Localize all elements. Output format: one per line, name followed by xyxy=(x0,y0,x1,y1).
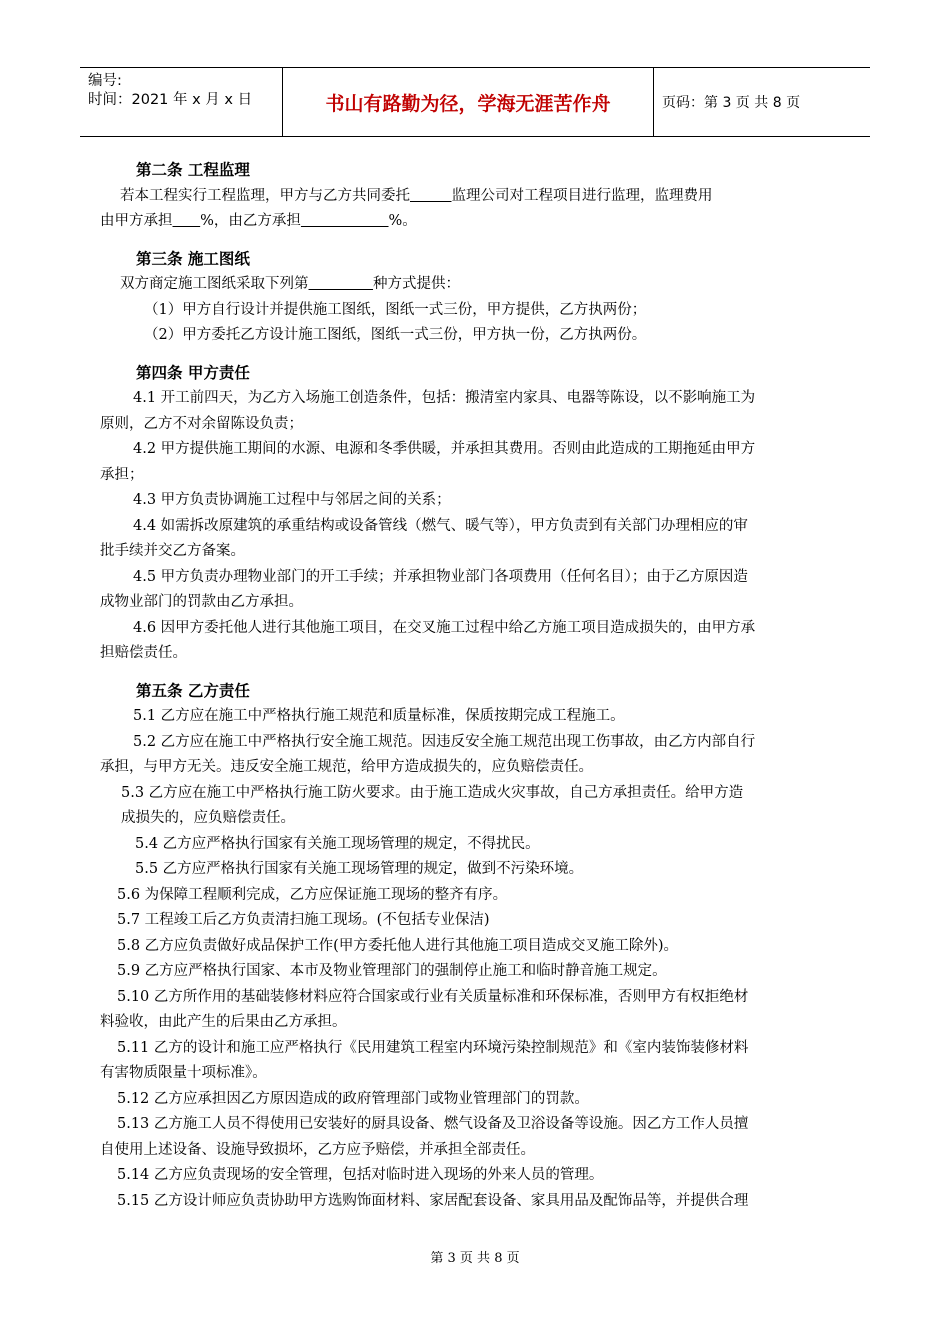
clause: 5.1 乙方应在施工中严格执行施工规范和质量标准，保质按期完成工程施工。 xyxy=(133,708,625,724)
clause: 5.7 工程竣工后乙方负责清扫施工现场。(不包括专业保洁) xyxy=(117,912,490,928)
clause: 4.3 甲方负责协调施工过程中与邻居之间的关系； xyxy=(133,492,451,508)
text: 种方式提供： xyxy=(373,276,461,292)
clause: 5.12 乙方应承担因乙方原因造成的政府管理部门或物业管理部门的罚款。 xyxy=(117,1090,589,1107)
clause: 5.13 乙方施工人员不得使用已安装好的厨具设备、燃气设备及卫浴设备等设施。因乙方工作人员擅 xyxy=(117,1116,749,1132)
header-page-label: 页码：第 3 页 共 8 页 xyxy=(662,95,801,111)
clause-continued: 批手续并交乙方备案。 xyxy=(100,543,245,559)
list-item: （2）甲方委托乙方设计施工图纸，图纸一式三份，甲方执一份，乙方执两份。 xyxy=(144,327,647,343)
clause-continued: 原则，乙方不对余留陈设负责； xyxy=(100,415,303,432)
blank-field xyxy=(309,276,374,292)
document-header xyxy=(80,67,870,137)
clause: 5.9 乙方应严格执行国家、本市及物业管理部门的强制停止施工和临时静音施工规定。 xyxy=(117,963,667,979)
clause: 5.4 乙方应严格执行国家有关施工现场管理的规定，不得扰民。 xyxy=(135,835,540,852)
clause-continued: 自使用上述设备、设施导致损坏，乙方应予赔偿，并承担全部责任。 xyxy=(100,1141,535,1158)
section-title-supervision: 第二条 工程监理 xyxy=(136,161,250,179)
header-motto: 书山有路勤为径，学海无涯苦作舟 xyxy=(283,68,654,136)
text: %。 xyxy=(388,213,417,229)
text: %，由乙方承担 xyxy=(200,213,301,229)
text: 监理公司对工程项目进行监理，监理费用 xyxy=(451,187,713,204)
clause: 5.15 乙方设计师应负责协助甲方选购饰面材料、家居配套设备、家具用品及配饰品等，并提供合理 xyxy=(117,1192,749,1209)
paragraph xyxy=(100,184,852,210)
clause: 5.3 乙方应在施工中严格执行施工防火要求。由于施工造成火灾事故，自己方承担责任。给甲方造 xyxy=(121,784,744,801)
text: 若本工程实行工程监理，甲方与乙方共同委托 xyxy=(120,187,410,204)
document-body xyxy=(100,158,852,1214)
clause: 4.4 如需拆改原建筑的承重结构或设备管线（燃气、暖气等），甲方负责到有关部门办理相应的审 xyxy=(133,517,748,534)
clause: 5.5 乙方应严格执行国家有关施工现场管理的规定，做到不污染环境。 xyxy=(135,861,584,877)
text: 双方商定施工图纸采取下列第 xyxy=(120,276,309,292)
list-item: （1）甲方自行设计并提供施工图纸，图纸一式三份，甲方提供，乙方执两份； xyxy=(144,301,647,318)
blank-field xyxy=(301,213,389,229)
clause-continued: 成物业部门的罚款由乙方承担。 xyxy=(100,594,303,610)
header-left-cell xyxy=(80,68,283,136)
clause: 4.6 因甲方委托他人进行其他施工项目，在交叉施工过程中给乙方施工项目造成损失的，由甲方承 xyxy=(133,619,756,636)
serial-number-label: 编号: xyxy=(88,73,122,89)
section-title-party-b: 第五条 乙方责任 xyxy=(136,681,250,700)
date-label: 时间：2021 年 x 月 x 日 xyxy=(88,92,253,108)
page-footer: 第 3 页 共 8 页 xyxy=(430,1251,520,1266)
clause-continued: 成损失的，应负赔偿责任。 xyxy=(121,810,295,826)
blank-field xyxy=(410,188,451,204)
clause-continued: 有害物质限量十项标准》。 xyxy=(100,1065,267,1081)
clause: 5.6 为保障工程顺利完成，乙方应保证施工现场的整齐有序。 xyxy=(117,886,508,903)
section-title-party-a: 第四条 甲方责任 xyxy=(136,363,250,382)
clause: 5.8 乙方应负责做好成品保护工作(甲方委托他人进行其他施工项目造成交叉施工除外)。 xyxy=(117,937,678,954)
section-title-drawings: 第三条 施工图纸 xyxy=(136,249,250,268)
paragraph xyxy=(100,272,852,298)
clause-continued: 承担； xyxy=(100,466,144,483)
clause-continued: 承担，与甲方无关。违反安全施工规范，给甲方造成损失的，应负赔偿责任。 xyxy=(100,759,593,775)
clause: 5.11 乙方的设计和施工应严格执行《民用建筑工程室内环境污染控制规范》和《室内装饰装修材料 xyxy=(117,1039,749,1056)
clause: 4.1 开工前四天，为乙方入场施工创造条件，包括：搬清室内家具、电器等陈设，以不影响施工为 xyxy=(133,390,756,406)
clause-continued: 担赔偿责任。 xyxy=(100,645,187,661)
paragraph xyxy=(100,209,852,235)
clause-continued: 料验收，由此产生的后果由乙方承担。 xyxy=(100,1014,347,1030)
clause: 5.14 乙方应负责现场的安全管理，包括对临时进入现场的外来人员的管理。 xyxy=(117,1167,604,1183)
text: 由甲方承担 xyxy=(100,213,173,229)
clause: 4.2 甲方提供施工期间的水源、电源和冬季供暖，并承担其费用。否则由此造成的工期拖延由甲方 xyxy=(133,441,756,457)
clause: 5.2 乙方应在施工中严格执行安全施工规范。因违反安全施工规范出现工伤事故，由乙方内部自行 xyxy=(133,733,756,750)
clause: 4.5 甲方负责办理物业部门的开工手续；并承担物业部门各项费用（任何名目）；由于乙方原因造 xyxy=(133,568,748,585)
blank-field xyxy=(173,213,201,229)
clause: 5.10 乙方所作用的基础装修材料应符合国家或行业有关质量标准和环保标准，否则甲方有权拒绝材 xyxy=(117,988,749,1005)
